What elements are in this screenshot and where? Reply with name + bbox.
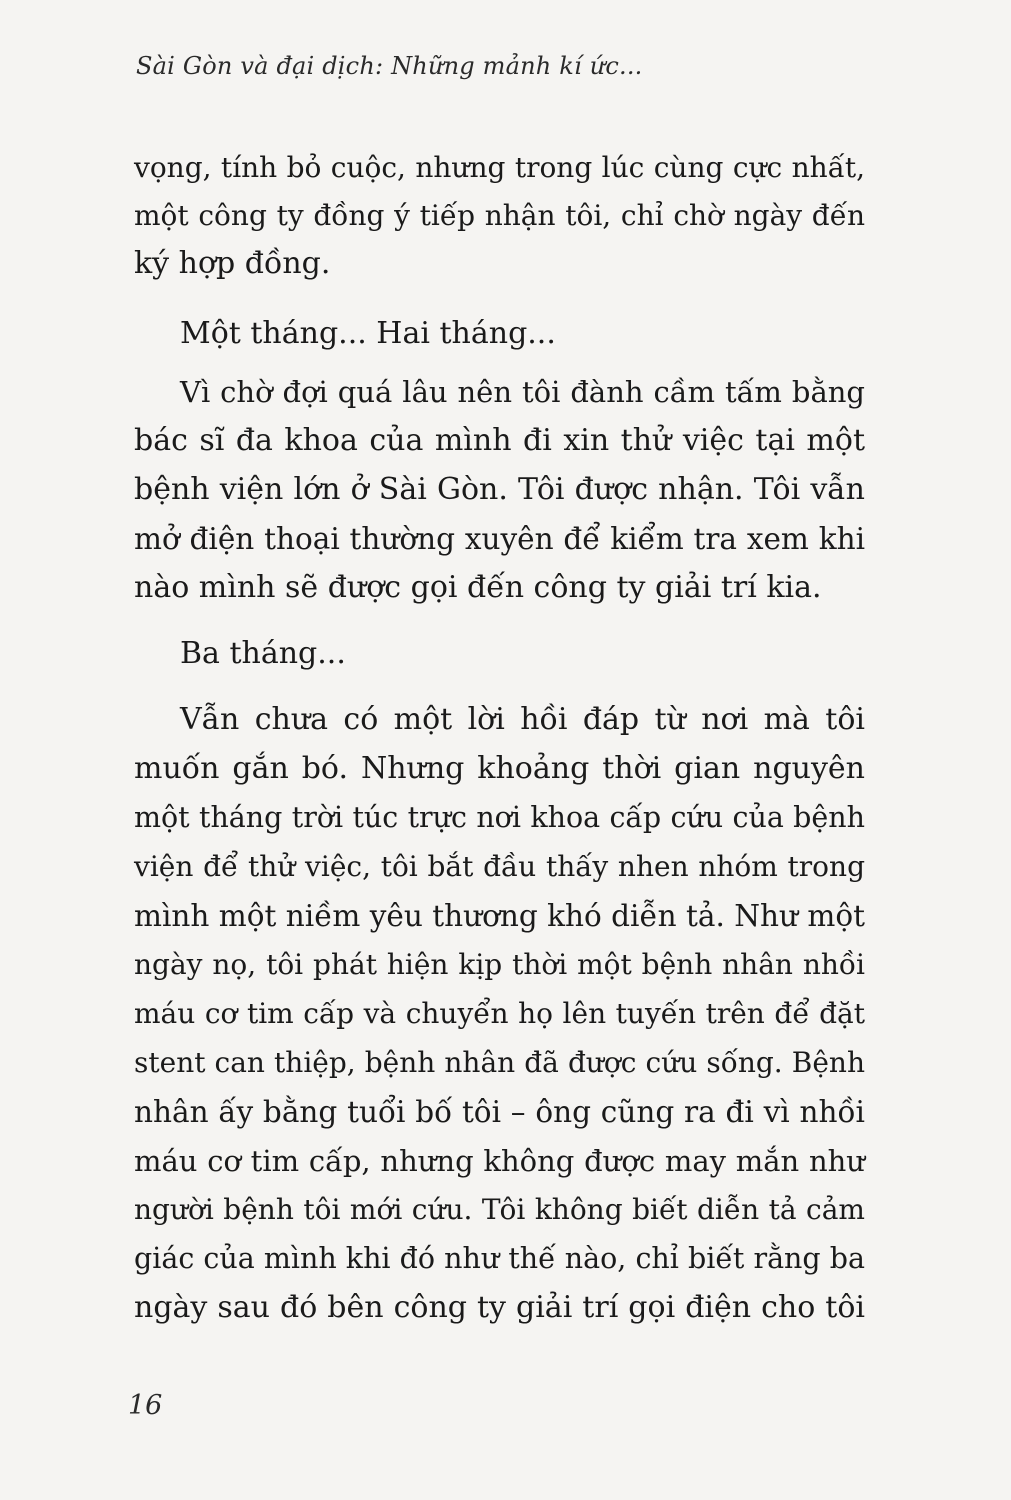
text-line: máu cơ tim cấp và chuyển họ lên tuyến trên để đặt bbox=[134, 997, 865, 1030]
text-line: vọng, tính bỏ cuộc, nhưng trong lúc cùng cực nhất, bbox=[134, 151, 865, 184]
text-line: một công ty đồng ý tiếp nhận tôi, chỉ chờ ngày đến bbox=[134, 199, 865, 232]
text-line: ngày sau đó bên công ty giải trí gọi điện cho tôi bbox=[134, 1290, 865, 1325]
text-line: stent can thiệp, bệnh nhân đã được cứu sống. Bệnh bbox=[134, 1046, 865, 1079]
text-line: một tháng trời túc trực nơi khoa cấp cứu của bệnh bbox=[134, 801, 865, 834]
text-line: ký hợp đồng. bbox=[134, 246, 331, 281]
running-header-title: Sài Gòn và đại dịch: Những mảnh kí ức... bbox=[136, 52, 643, 80]
text-line: viện để thử việc, tôi bắt đầu thấy nhen nhóm trong bbox=[134, 850, 865, 883]
text-line: nào mình sẽ được gọi đến công ty giải trí kia. bbox=[134, 570, 822, 605]
text-line: máu cơ tim cấp, nhưng không được may mắn như bbox=[134, 1144, 865, 1178]
text-line: bệnh viện lớn ở Sài Gòn. Tôi được nhận. Tôi vẫn bbox=[134, 472, 865, 507]
text-line: Một tháng... Hai tháng... bbox=[180, 316, 556, 351]
text-line: mở điện thoại thường xuyên để kiểm tra xem khi bbox=[134, 522, 865, 556]
text-line: nhân ấy bằng tuổi bố tôi – ông cũng ra đi vì nhồi bbox=[134, 1095, 865, 1129]
text-line: ngày nọ, tôi phát hiện kịp thời một bệnh nhân nhồi bbox=[134, 948, 865, 981]
page-number: 16 bbox=[128, 1390, 163, 1421]
text-line: mình một niềm yêu thương khó diễn tả. Như một bbox=[134, 899, 865, 933]
text-line: Vẫn chưa có một lời hồi đáp từ nơi mà tôi bbox=[180, 702, 865, 737]
text-line: Ba tháng... bbox=[180, 636, 346, 671]
text-line: muốn gắn bó. Nhưng khoảng thời gian nguyên bbox=[134, 751, 865, 786]
text-line: người bệnh tôi mới cứu. Tôi không biết diễn tả cảm bbox=[134, 1193, 865, 1226]
text-line: Vì chờ đợi quá lâu nên tôi đành cầm tấm bằng bbox=[180, 375, 865, 409]
text-line: bác sĩ đa khoa của mình đi xin thử việc tại một bbox=[134, 423, 865, 458]
text-line: giác của mình khi đó như thế nào, chỉ biết rằng ba bbox=[134, 1242, 865, 1275]
